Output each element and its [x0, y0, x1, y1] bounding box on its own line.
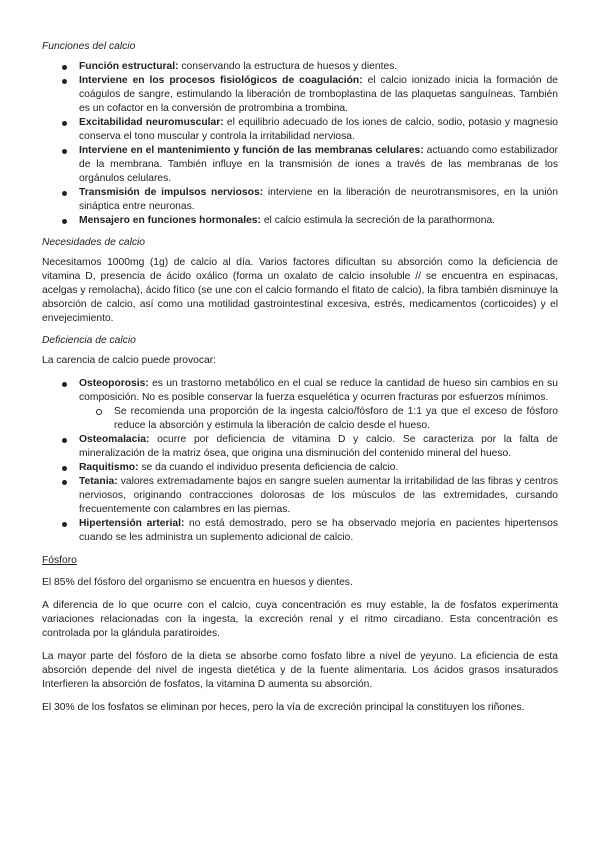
sub-list-item: Se recomienda una proporción de la ingesta calcio/fósforo de 1:1 ya que el exceso de fósforo reduce la absorción y estimula la liberación de calcio desde el hueso. — [79, 405, 558, 433]
item-term: Interviene en los procesos fisiológicos de coagulación: — [79, 75, 363, 86]
item-term: Tetania: — [79, 476, 118, 487]
item-text: valores extremadamente bajos en sangre suelen aumentar la irritabilidad de las fibras y centros nerviosos, originando contracciones dolorosas de los músculos de las extremidades, cursando frecuentemente con calambres en las piernas. — [79, 476, 558, 515]
item-text: el calcio ionizado inicia la formación de coágulos de sangre, estimulando la liberación de tromboplastina de las plaquetas sanguíneas. También es un cofactor en la conversión de protrombina a trombina. — [79, 75, 558, 114]
item-term: Osteomalacia: — [79, 434, 150, 445]
list-item — [42, 60, 558, 74]
funciones-list — [42, 60, 558, 228]
item-term: Hipertensión arterial: — [79, 518, 185, 529]
item-text: conservando la estructura de huesos y dientes. — [178, 61, 398, 72]
item-term: Excitabilidad neuromuscular: — [79, 117, 224, 128]
item-text: es un trastorno metabólico en el cual se reduce la cantidad de hueso sin cambios en su composición. No es posible conservar la fuerza esquelética y ocurren fracturas por esfuerzos mínimos. — [79, 378, 558, 403]
item-text: no está demostrado, pero se ha observado mejoría en pacientes hipertensos cuando se les administra un suplemento adicional de calcio. — [79, 518, 558, 543]
section-heading-necesidades: Necesidades de calcio — [42, 237, 146, 248]
list-item — [42, 517, 558, 545]
item-text: se da cuando el individuo presenta deficiencia de calcio. — [138, 462, 399, 473]
item-term: Interviene en el mantenimiento y función de las membranas celulares: — [79, 145, 424, 156]
list-item — [42, 461, 558, 475]
item-term: Osteoporosis: — [79, 378, 149, 389]
item-text: interviene en la liberación de neurotransmisores, en la unión sináptica entre neuronas. — [79, 187, 559, 212]
item-term: Transmisión de impulsos nerviosos: — [79, 187, 264, 198]
document-page — [42, 40, 558, 715]
item-text: el calcio estimula la secreción de la parathormona. — [260, 215, 496, 226]
fosforo-paragraph: A diferencia de lo que ocurre con el calcio, cuya concentración es muy estable, la de fosfatos experimenta variaciones relacionadas con la ingesta, la excreción renal y el ritmo circadiano. Esta concentración es controlada por la glándula paratiroides. — [42, 600, 558, 639]
item-text: actuando como estabilizador de la membrana. También influye en la transmisión de iones a través de las membranas de los orgánulos celulares. — [79, 145, 558, 184]
item-term: Mensajero en funciones hormonales: — [79, 215, 261, 226]
list-item — [42, 186, 558, 214]
list-item — [42, 475, 558, 517]
item-term: Función estructural: — [79, 61, 179, 72]
list-item — [42, 377, 558, 433]
list-item — [42, 144, 558, 186]
sub-list — [79, 405, 558, 433]
item-text: ocurre por deficiencia de vitamina D y calcio. Se caracteriza por la falta de mineralización de la matriz ósea, que origina una disminución del contenido mineral del hueso. — [79, 434, 558, 459]
list-item — [42, 74, 558, 116]
fosforo-paragraph: El 30% de los fosfatos se eliminan por heces, pero la vía de excreción principal la constituyen los riñones. — [42, 702, 525, 713]
section-heading-deficiencia: Deficiencia de calcio — [42, 335, 136, 346]
section-title-fosforo: Fósforo — [42, 555, 77, 566]
list-item — [42, 433, 558, 461]
deficiencia-intro: La carencia de calcio puede provocar: — [42, 355, 217, 366]
fosforo-paragraph: El 85% del fósforo del organismo se encuentra en huesos y dientes. — [42, 577, 353, 588]
list-item — [42, 214, 558, 228]
section-heading-funciones: Funciones del calcio — [42, 41, 136, 52]
fosforo-paragraph: La mayor parte del fósforo de la dieta se absorbe como fosfato libre a nivel de yeyuno. La eficiencia de esta absorción depende del nivel de ingesta dietética y de la fuente alimentaria. Los ácidos grasos insaturados Interfieren la absorción de fosfatos, la vitamina D aumenta su absorción. — [42, 651, 558, 690]
item-term: Raquitismo: — [79, 462, 139, 473]
necesidades-paragraph: Necesitamos 1000mg (1g) de calcio al día. Varios factores dificultan su absorción como la deficiencia de vitamina D, presencia de ácido oxálico (forma un oxalato de calcio insoluble // se encuentra en espinacas, acelgas y remolacha), ácido fítico (se une con el calcio formando el fitato de calcio), la fibra también disminuye la absorción de calcio, así como una motilidad gastrointestinal excesiva, estrés, medicamentos (corticoides) y el envejecimiento. — [42, 257, 558, 324]
item-text: el equilibrio adecuado de los iones de calcio, sodio, potasio y magnesio conserva el tono muscular y controla la irritabilidad nerviosa. — [79, 117, 559, 142]
deficiencia-list — [42, 377, 558, 545]
list-item — [42, 116, 558, 144]
